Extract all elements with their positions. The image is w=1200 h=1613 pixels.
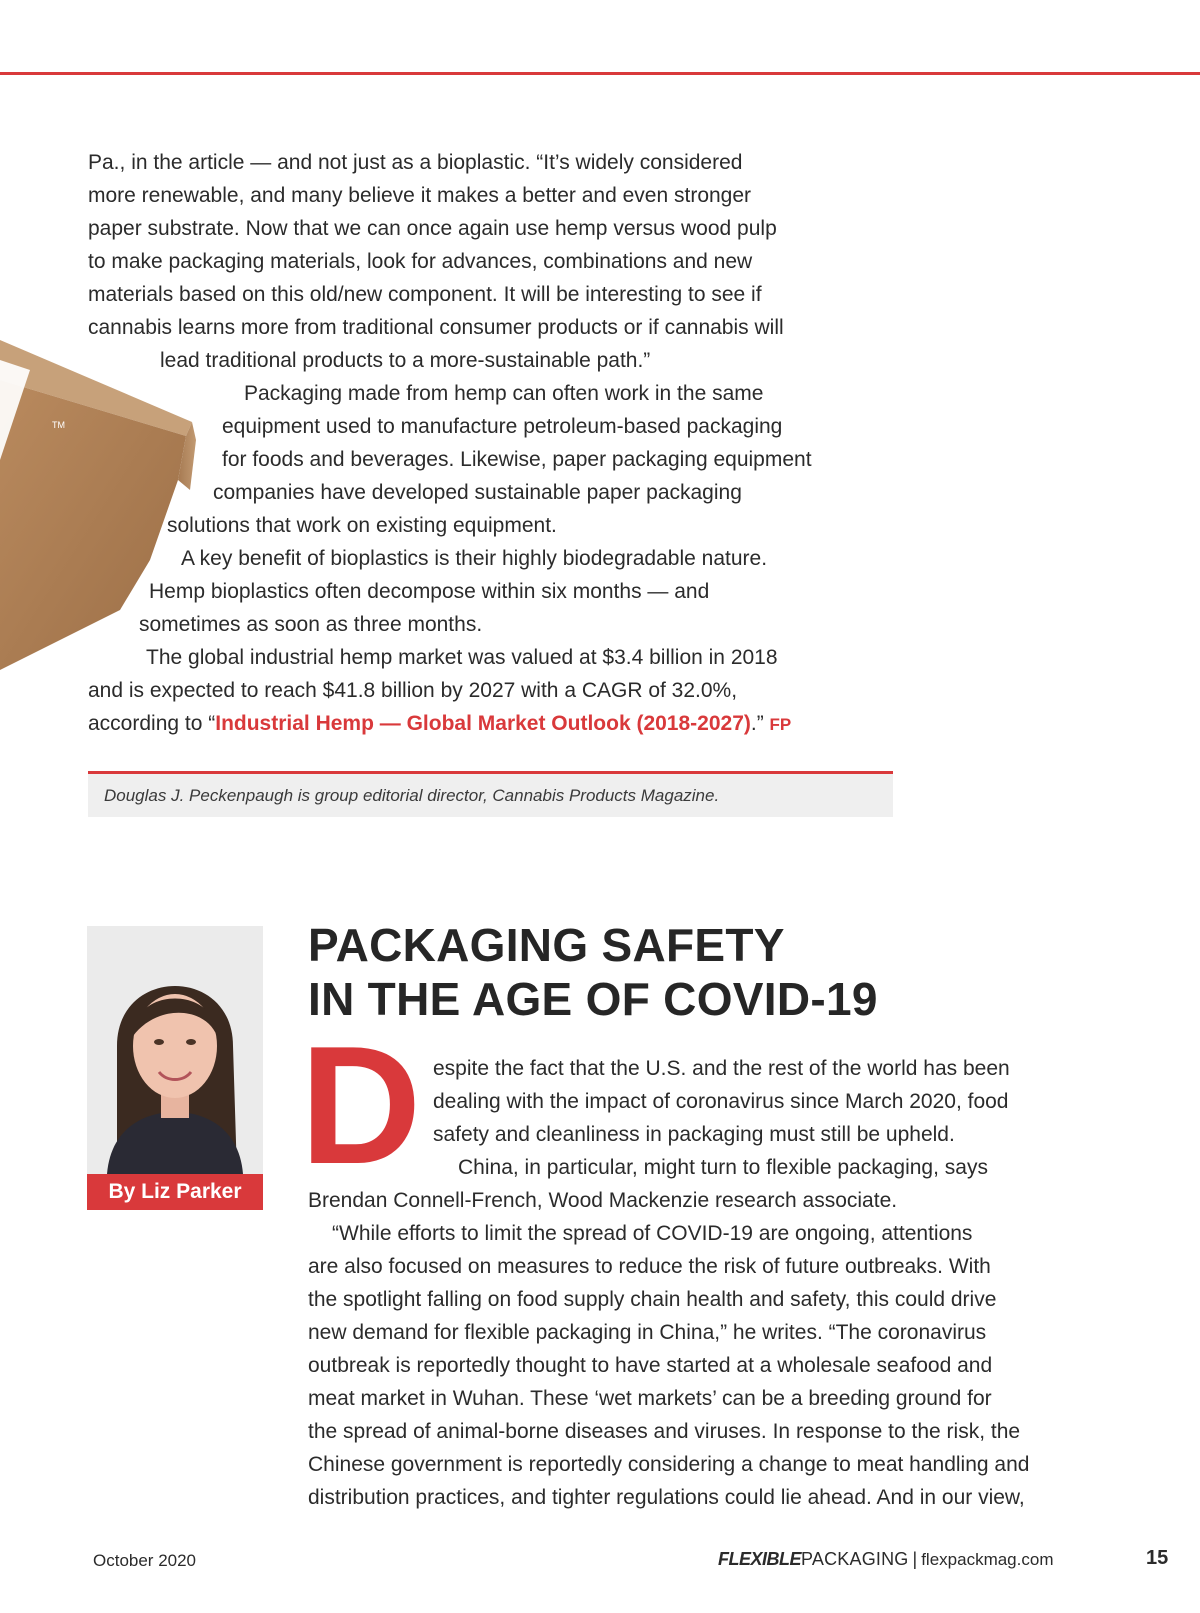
footer-site-link[interactable]: flexpackmag.com <box>921 1550 1054 1569</box>
article1-line: and is expected to reach $41.8 billion by 2027 with a CAGR of 32.0%, <box>88 679 738 702</box>
article1-line: solutions that work on existing equipment. <box>167 514 557 537</box>
article2-line: Brendan Connell-French, Wood Mackenzie research associate. <box>308 1189 898 1212</box>
article1-line: cannabis learns more from traditional consumer products or if cannabis will <box>88 316 784 339</box>
article1-line: more renewable, and many believe it makes a better and even stronger <box>88 184 752 207</box>
article1-line: Packaging made from hemp can often work in the same <box>244 382 764 405</box>
article1-line: A key benefit of bioplastics is their highly biodegradable nature. <box>181 547 768 570</box>
article2-line: meat market in Wuhan. These ‘wet markets’ can be a breeding ground for <box>308 1387 992 1410</box>
author-bio: Douglas J. Peckenpaugh is group editorial director, Cannabis Products Magazine. <box>88 774 893 817</box>
article2-line: “While efforts to limit the spread of COVID-19 are ongoing, attentions <box>332 1222 973 1245</box>
article2-line: China, in particular, might turn to flexible packaging, says <box>458 1156 988 1179</box>
footer-separator: | <box>912 1549 918 1569</box>
market-outlook-link[interactable]: Industrial Hemp — Global Market Outlook (2018-2027) <box>215 712 751 735</box>
article1-line: sometimes as soon as three months. <box>139 613 483 636</box>
article2-body <box>0 1052 1200 1514</box>
article1-line: The global industrial hemp market was valued at $3.4 billion in 2018 <box>146 646 778 669</box>
article2-line: are also focused on measures to reduce the risk of future outbreaks. With <box>308 1255 991 1278</box>
article1-line: lead traditional products to a more-sustainable path.” <box>160 349 651 372</box>
article1-line: to make packaging materials, look for advances, combinations and new <box>88 250 753 273</box>
article1-body <box>0 146 1200 741</box>
svg-text:TM: TM <box>52 420 65 430</box>
article2-line: the spread of animal-borne diseases and viruses. In response to the risk, the <box>308 1420 1021 1443</box>
article2-line: the spotlight falling on food supply chain health and safety, this could drive <box>308 1288 997 1311</box>
article2-line: new demand for flexible packaging in China,” he writes. “The coronavirus <box>308 1321 987 1344</box>
article2-headline <box>308 918 1128 1026</box>
drop-cap: D <box>300 1011 422 1199</box>
article2-line: distribution practices, and tighter regulations could lie ahead. And in our view, <box>308 1486 1025 1509</box>
footer-brand <box>718 1549 1053 1570</box>
headline-line-1: PACKAGING SAFETY <box>308 919 785 971</box>
article1-line: materials based on this old/new component. It will be interesting to see if <box>88 283 762 306</box>
article1-line: Hemp bioplastics often decompose within six months — and <box>149 580 710 603</box>
last-line-prefix: according to “ <box>88 712 216 735</box>
end-mark: FP <box>769 715 792 734</box>
article1-line: companies have developed sustainable paper packaging <box>213 481 742 504</box>
article2-line: espite the fact that the U.S. and the rest of the world has been <box>433 1057 1010 1080</box>
byline: By Liz Parker <box>87 1174 263 1210</box>
article2-line: dealing with the impact of coronavirus since March 2020, food <box>433 1090 1009 1113</box>
article1-line: for foods and beverages. Likewise, paper packaging equipment <box>222 448 812 471</box>
article1-last-line <box>0 707 1200 741</box>
last-line-suffix: .” <box>750 712 770 735</box>
page-number: 15 <box>1146 1547 1169 1569</box>
article2-line: safety and cleanliness in packaging must still be upheld. <box>433 1123 955 1146</box>
top-rule <box>0 72 1200 75</box>
article1-line: paper substrate. Now that we can once again use hemp versus wood pulp <box>88 217 777 240</box>
footer-date: October 2020 <box>93 1551 197 1570</box>
article2-line: Chinese government is reportedly considering a change to meat handling and <box>308 1453 1030 1476</box>
article1-line: Pa., in the article — and not just as a bioplastic. “It’s widely considered <box>88 151 743 174</box>
article2-line: outbreak is reportedly thought to have started at a wholesale seafood and <box>308 1354 993 1377</box>
article1-line: equipment used to manufacture petroleum-based packaging <box>222 415 783 438</box>
headline-line-2: IN THE AGE OF COVID-19 <box>308 973 878 1025</box>
brand-regular: PACKAGING <box>801 1549 909 1569</box>
brand-bold: FLEXIBLE <box>718 1549 802 1569</box>
